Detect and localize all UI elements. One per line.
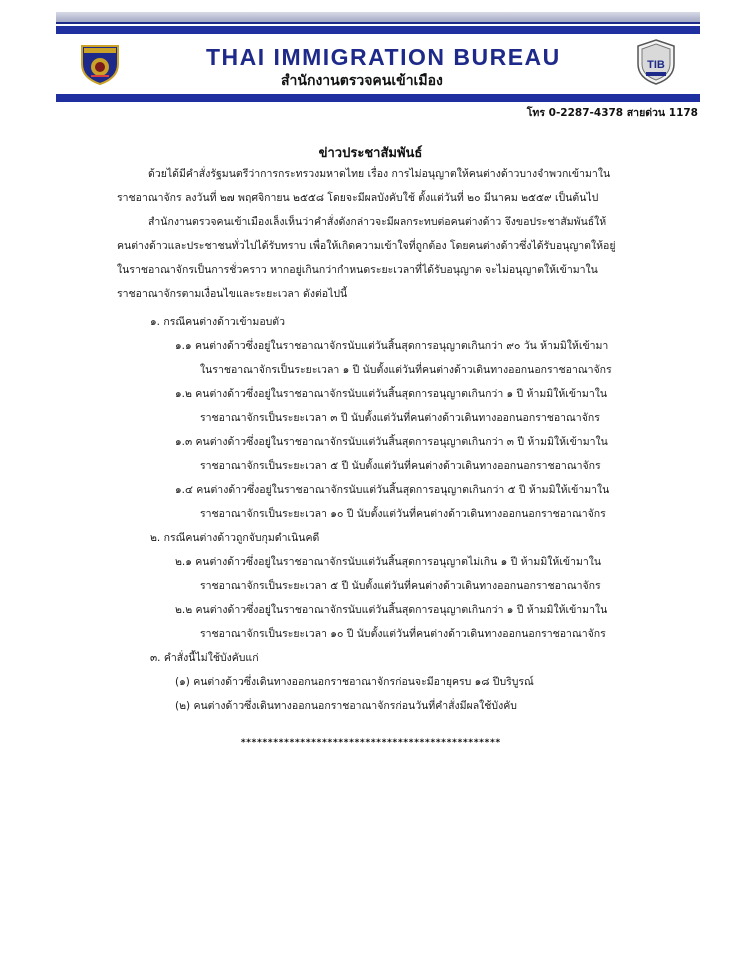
intro-line: สำนักงานตรวจคนเข้าเมืองเล็งเห็นว่าคำสั่งดังกล่าวจะมีผลกระทบต่อคนต่างด้าว จึงขอประชาสัมพันธ์ให้ <box>148 216 607 228</box>
letterhead-blue-line <box>56 26 700 34</box>
list-item: ในราชอาณาจักรเป็นระยะเวลา ๑ ปี นับตั้งแต่วันที่คนต่างด้าวเดินทางออกนอกราชอาณาจักร <box>200 364 612 376</box>
letterhead <box>56 10 700 119</box>
list-item: (๒) คนต่างด้าวซึ่งเดินทางออกนอกราชอาณาจักรก่อนวันที่คำสั่งมีผลใช้บังคับ <box>175 700 517 712</box>
intro-line: ด้วยได้มีคำสั่งรัฐมนตรีว่าการกระทรวงมหาดไทย เรื่อง การไม่อนุญาตให้คนต่างด้าวบางจำพวกเข้ามาใน <box>148 168 611 180</box>
intro-line: ราชอาณาจักร ลงวันที่ ๒๗ พฤศจิกายน ๒๕๕๘ โดยจะมีผลบังคับใช้ ตั้งแต่วันที่ ๒๐ มีนาคม ๒๕๕๙ เป็นต้นไป <box>117 192 599 204</box>
section-heading: ๓. คำสั่งนี้ไม่ใช้บังคับแก่ <box>150 652 259 664</box>
letterhead-bottom-bar <box>56 94 700 102</box>
letterhead-contact: โทร 0-2287-4378 สายด่วน 1178 <box>526 107 698 119</box>
intro-line: คนต่างด้าวและประชาชนทั่วไปได้รับทราบ เพื่อให้เกิดความเข้าใจที่ถูกต้อง โดยคนต่างด้าวซึ่งได้รับอนุญาตให้อยู่ <box>117 240 616 252</box>
intro-line: ราชอาณาจักรตามเงื่อนไขและระยะเวลา ดังต่อไปนี้ <box>117 288 348 300</box>
end-of-document-marker: ************************************************ <box>240 738 501 748</box>
list-item: ราชอาณาจักรเป็นระยะเวลา ๕ ปี นับตั้งแต่วันที่คนต่างด้าวเดินทางออกนอกราชอาณาจักร <box>200 460 601 472</box>
list-item: ๑.๒ คนต่างด้าวซึ่งอยู่ในราชอาณาจักรนับแต่วันสิ้นสุดการอนุญาตเกินกว่า ๑ ปี ห้ามมิให้เข้ามาใน <box>175 388 608 400</box>
document-title: ข่าวประชาสัมพันธ์ <box>318 146 423 161</box>
section-heading: ๒. กรณีคนต่างด้าวถูกจับกุมดำเนินคดี <box>150 532 320 544</box>
letterhead-title-en: THAI IMMIGRATION BUREAU <box>206 44 561 70</box>
list-item: ๑.๑ คนต่างด้าวซึ่งอยู่ในราชอาณาจักรนับแต่วันสิ้นสุดการอนุญาตเกินกว่า ๙๐ วัน ห้ามมิให้เข้ามา <box>175 340 609 352</box>
list-item: ๒.๑ คนต่างด้าวซึ่งอยู่ในราชอาณาจักรนับแต่วันสิ้นสุดการอนุญาตไม่เกิน ๑ ปี ห้ามมิให้เข้ามาใน <box>175 556 602 568</box>
list-item: ราชอาณาจักรเป็นระยะเวลา ๓ ปี นับตั้งแต่วันที่คนต่างด้าวเดินทางออกนอกราชอาณาจักร <box>200 412 600 424</box>
intro-line: ในราชอาณาจักรเป็นการชั่วคราว หากอยู่เกินกว่ากำหนดระยะเวลาที่ได้รับอนุญาต จะไม่อนุญาตให้เข้ามาใน <box>117 264 598 276</box>
letterhead-top-stripe <box>56 12 700 24</box>
section-heading: ๑. กรณีคนต่างด้าวเข้ามอบตัว <box>150 316 286 328</box>
svg-text:TIB: TIB <box>647 59 665 71</box>
list-item: ๑.๔ คนต่างด้าวซึ่งอยู่ในราชอาณาจักรนับแต่วันสิ้นสุดการอนุญาตเกินกว่า ๕ ปี ห้ามมิให้เข้ามาใน <box>175 484 610 496</box>
tib-shield-icon <box>634 38 678 86</box>
list-item: ราชอาณาจักรเป็นระยะเวลา ๑๐ ปี นับตั้งแต่วันที่คนต่างด้าวเดินทางออกนอกราชอาณาจักร <box>200 508 606 520</box>
list-item: (๑) คนต่างด้าวซึ่งเดินทางออกนอกราชอาณาจักรก่อนจะมีอายุครบ ๑๘ ปีบริบูรณ์ <box>175 676 534 688</box>
list-item: ๒.๒ คนต่างด้าวซึ่งอยู่ในราชอาณาจักรนับแต่วันสิ้นสุดการอนุญาตเกินกว่า ๑ ปี ห้ามมิให้เข้ามาใน <box>175 604 608 616</box>
list-item: ราชอาณาจักรเป็นระยะเวลา ๑๐ ปี นับตั้งแต่วันที่คนต่างด้าวเดินทางออกนอกราชอาณาจักร <box>200 628 606 640</box>
royal-thai-police-badge-icon <box>78 40 122 86</box>
list-item: ราชอาณาจักรเป็นระยะเวลา ๕ ปี นับตั้งแต่วันที่คนต่างด้าวเดินทางออกนอกราชอาณาจักร <box>200 580 601 592</box>
letterhead-title-th: สำนักงานตรวจคนเข้าเมือง <box>281 73 443 89</box>
list-item: ๑.๓ คนต่างด้าวซึ่งอยู่ในราชอาณาจักรนับแต่วันสิ้นสุดการอนุญาตเกินกว่า ๓ ปี ห้ามมิให้เข้ามาใน <box>175 436 608 448</box>
